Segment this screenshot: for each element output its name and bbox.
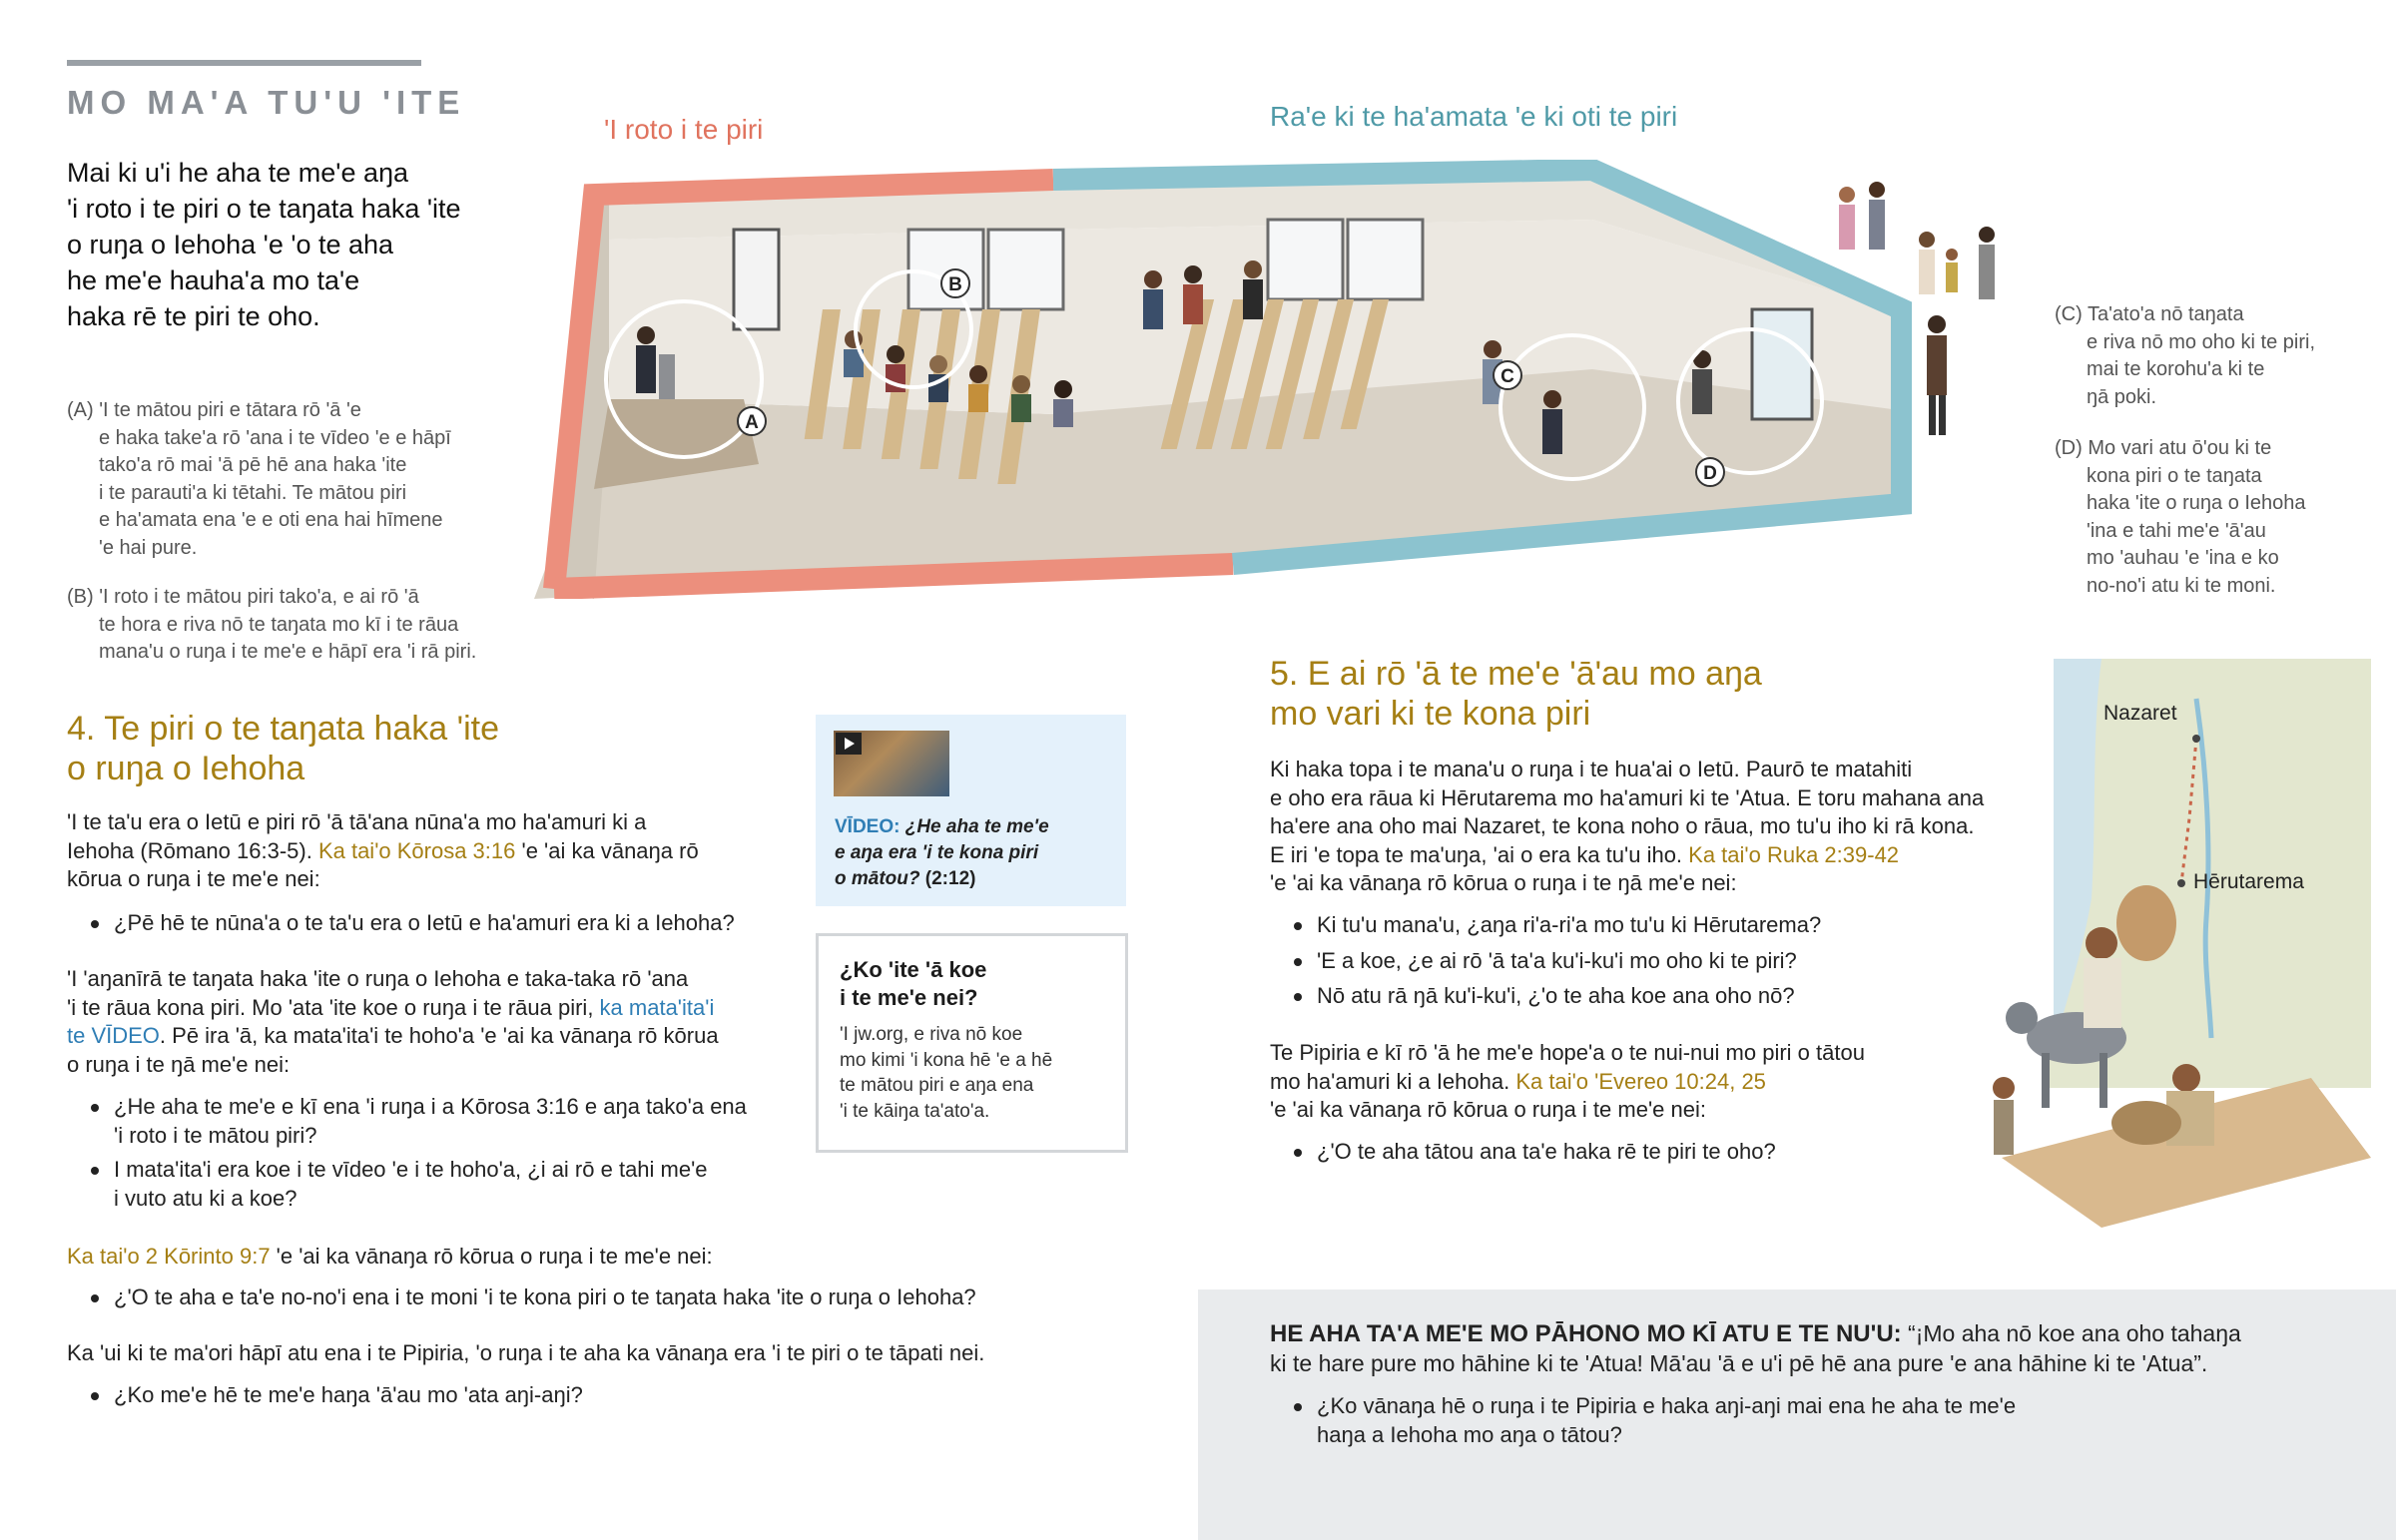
discussion-question bbox=[67, 1093, 806, 1150]
question-line: i vuto atu ki a koe? bbox=[114, 1185, 298, 1211]
video-title-line: o mātou? bbox=[835, 868, 920, 889]
caption-line: te hora e riva nō te taŋata mo kī i te rāua bbox=[99, 613, 459, 636]
scripture-link-korinto[interactable]: Ka tai'o 2 Kōrinto 9:7 bbox=[67, 1244, 271, 1269]
text-line: 'i te rāua kona piri. Mo 'ata 'ite koe o ruŋa i te rāua piri, bbox=[67, 994, 600, 1020]
nazaret-marker bbox=[2192, 735, 2200, 743]
caption-c bbox=[2055, 301, 2394, 411]
heading-line: mo vari ki te kona piri bbox=[1270, 695, 1591, 733]
question-line: ¿He aha te me'e e kī ena 'i ruŋa i a Kōrosa 3:16 e aŋa tako'a ena bbox=[114, 1094, 747, 1119]
discussion-question: ¿Ko me'e hē te me'e haŋa 'ā'au mo 'ata aŋi-aŋi? bbox=[67, 1381, 866, 1410]
kingdom-hall-illustration bbox=[534, 160, 1912, 599]
text-line: 'i te kāiŋa ta'ato'a. bbox=[840, 1100, 990, 1122]
text-line: te mātou piri e aŋa ena bbox=[840, 1075, 1034, 1096]
donkey-leg bbox=[2099, 1053, 2107, 1108]
text-line: e oho era rāua ki Hērutarema mo ha'amuri ki te 'Atua. E toru mahana ana bbox=[1270, 784, 1985, 810]
window bbox=[1268, 220, 1343, 299]
caption-line: mana'u o ruŋa i te me'e e hāpī era 'i rā piri. bbox=[99, 641, 477, 663]
section-5-heading bbox=[1270, 654, 1949, 734]
text-line: Ki haka topa i te mana'u o ruŋa i te hua'ai o Ietū. Paurō te matahiti bbox=[1270, 757, 1913, 781]
map-label-herutarema: Hērutarema bbox=[2193, 870, 2304, 893]
section-4-heading bbox=[67, 709, 766, 788]
text-line: o ruŋa i te ŋā me'e nei: bbox=[67, 1051, 291, 1077]
section-4-questions-3 bbox=[67, 1283, 1165, 1312]
caption-line: e ha'amata ena 'e e oti ena hai hīmene bbox=[99, 509, 443, 531]
share-label: HE AHA TA'A ME'E MO PĀHONO MO KĪ ATU E TE NU'U: bbox=[1270, 1320, 1902, 1347]
text-line: 'e 'ai ka vānaŋa rō kōrua o ruŋa i te me'e nei: bbox=[1270, 1097, 1706, 1122]
video-duration: (2:12) bbox=[919, 868, 976, 889]
video-link[interactable]: te VĪDEO bbox=[67, 1023, 160, 1048]
text-line: 'I te ta'u era o Ietū e piri rō 'ā tā'ana nūna'a mo ha'amuri ki a bbox=[67, 809, 647, 834]
caption-d bbox=[2055, 435, 2394, 600]
basket bbox=[2111, 1101, 2181, 1145]
marker-a-label: A bbox=[745, 412, 759, 433]
label-before-after-meeting: Ra'e ki te ha'amata 'e ki oti te piri bbox=[1270, 101, 1678, 132]
label-inside-meeting: 'I roto i te piri bbox=[604, 114, 764, 145]
speaker bbox=[637, 326, 655, 344]
caption-line: mo 'auhau 'e 'ina e ko bbox=[2087, 547, 2279, 569]
arriving-families bbox=[1817, 175, 2017, 474]
scripture-link-korosa[interactable]: Ka tai'o Kōrosa 3:16 bbox=[317, 837, 516, 863]
intro-line: haka rē te piri te oho. bbox=[67, 301, 320, 331]
marker-c bbox=[1494, 361, 1521, 389]
section-5-paragraph-2 bbox=[1270, 1039, 1989, 1125]
intro-line: Mai ki u'i he aha te me'e aŋa bbox=[67, 158, 409, 188]
speaker-body bbox=[636, 345, 656, 393]
discussion-question: Ki tu'u mana'u, ¿aŋa ri'a-ri'a mo tu'u ki Hērutarema? bbox=[1270, 911, 1949, 940]
caption-line: tako'a rō mai 'ā pē hē ana haka 'ite bbox=[99, 454, 407, 476]
video-caption bbox=[835, 814, 1114, 892]
text-line: ha'ere ana oho mai Nazaret, te kona noho o rāua, mo tu'u iho ki rā kona. bbox=[1270, 813, 1975, 838]
donkey-head bbox=[2006, 1002, 2038, 1034]
discussion-question: ¿'O te aha e ta'e no-no'i ena i te moni 'i te kona piri o te taŋata haka 'ite o ruŋa o Iehoha? bbox=[67, 1283, 1165, 1312]
scripture-link-ruka[interactable]: Ka tai'o Ruka 2:39-42 bbox=[1688, 841, 1900, 867]
map-label-nazaret: Nazaret bbox=[2103, 702, 2177, 725]
text-line: 'I jw.org, e riva nō koe bbox=[840, 1024, 1023, 1045]
child-head bbox=[1993, 1077, 2015, 1099]
heading-line: 4. Te piri o te taŋata haka 'ite bbox=[67, 710, 500, 748]
marker-a bbox=[738, 407, 766, 435]
caption-line: no-no'i atu ki te moni. bbox=[2087, 574, 2276, 597]
text-line: 'I 'aŋanīrā te taŋata haka 'ite o ruŋa o Iehoha e taka-taka rō 'ana bbox=[67, 966, 689, 991]
discussion-question bbox=[67, 1156, 806, 1213]
intro-line: he me'e hauha'a mo ta'e bbox=[67, 265, 360, 295]
door bbox=[734, 230, 779, 329]
herutarema-marker bbox=[2177, 879, 2185, 887]
discussion-question: 'E a koe, ¿e ai rō 'ā ta'a ku'i-ku'i mo oho ki te piri? bbox=[1270, 947, 1949, 976]
title-line: ¿Ko 'ite 'ā koe bbox=[840, 957, 987, 982]
text-line: 'e 'ai ka vānaŋa rō kōrua o ruŋa i te ŋā me'e nei: bbox=[1270, 870, 1737, 895]
video-card[interactable] bbox=[816, 715, 1126, 906]
caption-line: haka 'ite o ruŋa o Iehoha bbox=[2087, 492, 2306, 514]
share-answer-text bbox=[1270, 1319, 2348, 1377]
video-label: VĪDEO: bbox=[835, 816, 900, 837]
sack bbox=[2116, 885, 2176, 961]
marker-c-label: C bbox=[1500, 366, 1514, 387]
share-quote: ki te hare pure mo hāhine ki te 'Atua! Mā'au 'ā e u'i pē hē ana pure 'e ana hāhine ki te 'Atua”. bbox=[1270, 1349, 2208, 1376]
did-you-know-box bbox=[816, 933, 1128, 1153]
heading-line: 5. E ai rō 'ā te me'e 'ā'au mo aŋa bbox=[1270, 655, 1762, 693]
marker-b-label: B bbox=[948, 274, 962, 295]
share-quote: “¡Mo aha nō koe ana oho tahaŋa bbox=[1901, 1320, 2241, 1346]
question-line: I mata'ita'i era koe i te vīdeo 'e i te hoho'a, ¿i ai rō e tahi me'e bbox=[114, 1157, 708, 1182]
discussion-question: Nō atu rā ŋā ku'i-ku'i, ¿'o te aha koe ana oho nō? bbox=[1270, 982, 1949, 1011]
marker-d-label: D bbox=[1703, 463, 1717, 484]
share-questions bbox=[1270, 1392, 2328, 1449]
video-thumbnail[interactable] bbox=[834, 731, 949, 796]
caption-line: e haka take'a rō 'ana i te vīdeo 'e e hāpī bbox=[99, 426, 451, 449]
text-line: Te Pipiria e kī rō 'ā he me'e hope'a o te nui-nui mo piri o tātou bbox=[1270, 1040, 1865, 1065]
caption-b bbox=[67, 584, 526, 667]
caption-line: ŋā poki. bbox=[2087, 385, 2157, 408]
did-you-know-title bbox=[840, 956, 1099, 1012]
woman-head bbox=[2172, 1064, 2200, 1092]
marker-d bbox=[1696, 458, 1724, 486]
discussion-question bbox=[1270, 1392, 2328, 1449]
section-5-questions-1 bbox=[1270, 911, 1949, 1011]
section-4-questions-1 bbox=[67, 909, 806, 938]
video-title-line: ¿He aha te me'e bbox=[899, 816, 1049, 837]
caption-line: e riva nō mo oho ki te piri, bbox=[2087, 330, 2315, 353]
intro-text bbox=[67, 155, 526, 334]
caption-line: kona piri o te taŋata bbox=[2087, 464, 2262, 487]
scripture-link-evereo[interactable]: Ka tai'o 'Evereo 10:24, 25 bbox=[1515, 1068, 1766, 1094]
child-body bbox=[1994, 1100, 2014, 1155]
caption-line: mai te korohu'a ki te bbox=[2087, 358, 2265, 380]
title-line: i te me'e nei? bbox=[840, 985, 978, 1010]
text-line: Iehoha (Rōmano 16:3-5). bbox=[67, 837, 318, 863]
section-4-questions-4 bbox=[67, 1381, 866, 1410]
window bbox=[908, 230, 983, 309]
text-line: mo ha'amuri ki a Iehoha. bbox=[1270, 1068, 1516, 1094]
section-4-paragraph-1 bbox=[67, 808, 796, 894]
heading-line: o ruŋa o Iehoha bbox=[67, 750, 305, 787]
caption-a bbox=[67, 397, 526, 562]
did-you-know-text bbox=[840, 1022, 1109, 1124]
text-line: . Pē ira 'ā, ka mata'ita'i te hoho'a 'e 'ai ka vānaŋa rō kōrua bbox=[159, 1023, 719, 1048]
section-4-questions-2 bbox=[67, 1093, 806, 1213]
header-rule bbox=[67, 60, 421, 66]
section-4-paragraph-4: Ka 'ui ki te ma'ori hāpī atu ena i te Pipiria, 'o ruŋa i te aha ka vānaŋa era 'i te piri o te tāpati nei. bbox=[67, 1340, 985, 1365]
video-title-line: e aŋa era 'i te kona piri bbox=[835, 842, 1039, 863]
intro-line: 'i roto i te piri o te taŋata haka 'ite bbox=[67, 194, 461, 224]
question-line: ¿Ko vānaŋa hē o ruŋa i te Pipiria e haka aŋi-aŋi mai ena he aha te me'e bbox=[1317, 1393, 2017, 1418]
caption-line: (C) Ta'ato'a nō taŋata bbox=[2055, 303, 2244, 325]
traveler-robe bbox=[2084, 958, 2121, 1028]
journey-map-illustration bbox=[1982, 659, 2371, 1228]
discussion-question: ¿Pē hē te nūna'a o te ta'u era o Ietū e ha'amuri era ki a Iehoha? bbox=[67, 909, 806, 938]
text-line: kōrua o ruŋa i te me'e nei: bbox=[67, 866, 320, 891]
page-kicker: MO MA'A TU'U 'ITE bbox=[67, 84, 466, 121]
watch-video-link[interactable]: ka mata'ita'i bbox=[599, 994, 715, 1020]
caption-line: i te parauti'a ki tētahi. Te mātou piri bbox=[99, 481, 407, 504]
donkey-leg bbox=[2042, 1053, 2050, 1108]
question-line: haŋa a Iehoha mo aŋa o tātou? bbox=[1317, 1421, 1622, 1447]
traveler-head bbox=[2086, 927, 2117, 959]
caption-line: (A) 'I te mātou piri e tātara rō 'ā 'e bbox=[67, 399, 361, 421]
caption-line: 'e hai pure. bbox=[99, 536, 198, 559]
section-4-paragraph-3 bbox=[67, 1243, 866, 1272]
text-line: 'e 'ai ka vānaŋa rō kōrua o ruŋa i te me'e nei: bbox=[270, 1244, 713, 1269]
question-line: 'i roto i te mātou piri? bbox=[114, 1122, 317, 1148]
text-line: E iri 'e topa te ma'uŋa, 'ai o era ka tu'u iho. bbox=[1270, 841, 1689, 867]
caption-line: (D) Mo vari atu ō'ou ki te bbox=[2055, 437, 2272, 459]
text-line: 'e 'ai ka vānaŋa rō bbox=[515, 837, 699, 863]
window bbox=[1348, 220, 1423, 299]
text-line: mo kimi 'i kona hē 'e a hē bbox=[840, 1049, 1053, 1071]
discussion-question: ¿'O te aha tātou ana ta'e haka rē te piri te oho? bbox=[1270, 1138, 1949, 1167]
caption-line: (B) 'I roto i te mātou piri tako'a, e ai rō 'ā bbox=[67, 586, 419, 608]
play-icon[interactable] bbox=[836, 733, 862, 755]
lectern bbox=[659, 354, 675, 399]
caption-line: 'ina e tahi me'e 'ā'au bbox=[2087, 519, 2266, 542]
window bbox=[988, 230, 1063, 309]
intro-line: o ruŋa o Iehoha 'e 'o te aha bbox=[67, 230, 394, 259]
entrance-door bbox=[1752, 309, 1812, 419]
section-5-questions-2 bbox=[1270, 1138, 1949, 1167]
marker-b bbox=[941, 269, 969, 297]
section-5-paragraph-1 bbox=[1270, 756, 2029, 898]
section-4-paragraph-2 bbox=[67, 965, 796, 1079]
